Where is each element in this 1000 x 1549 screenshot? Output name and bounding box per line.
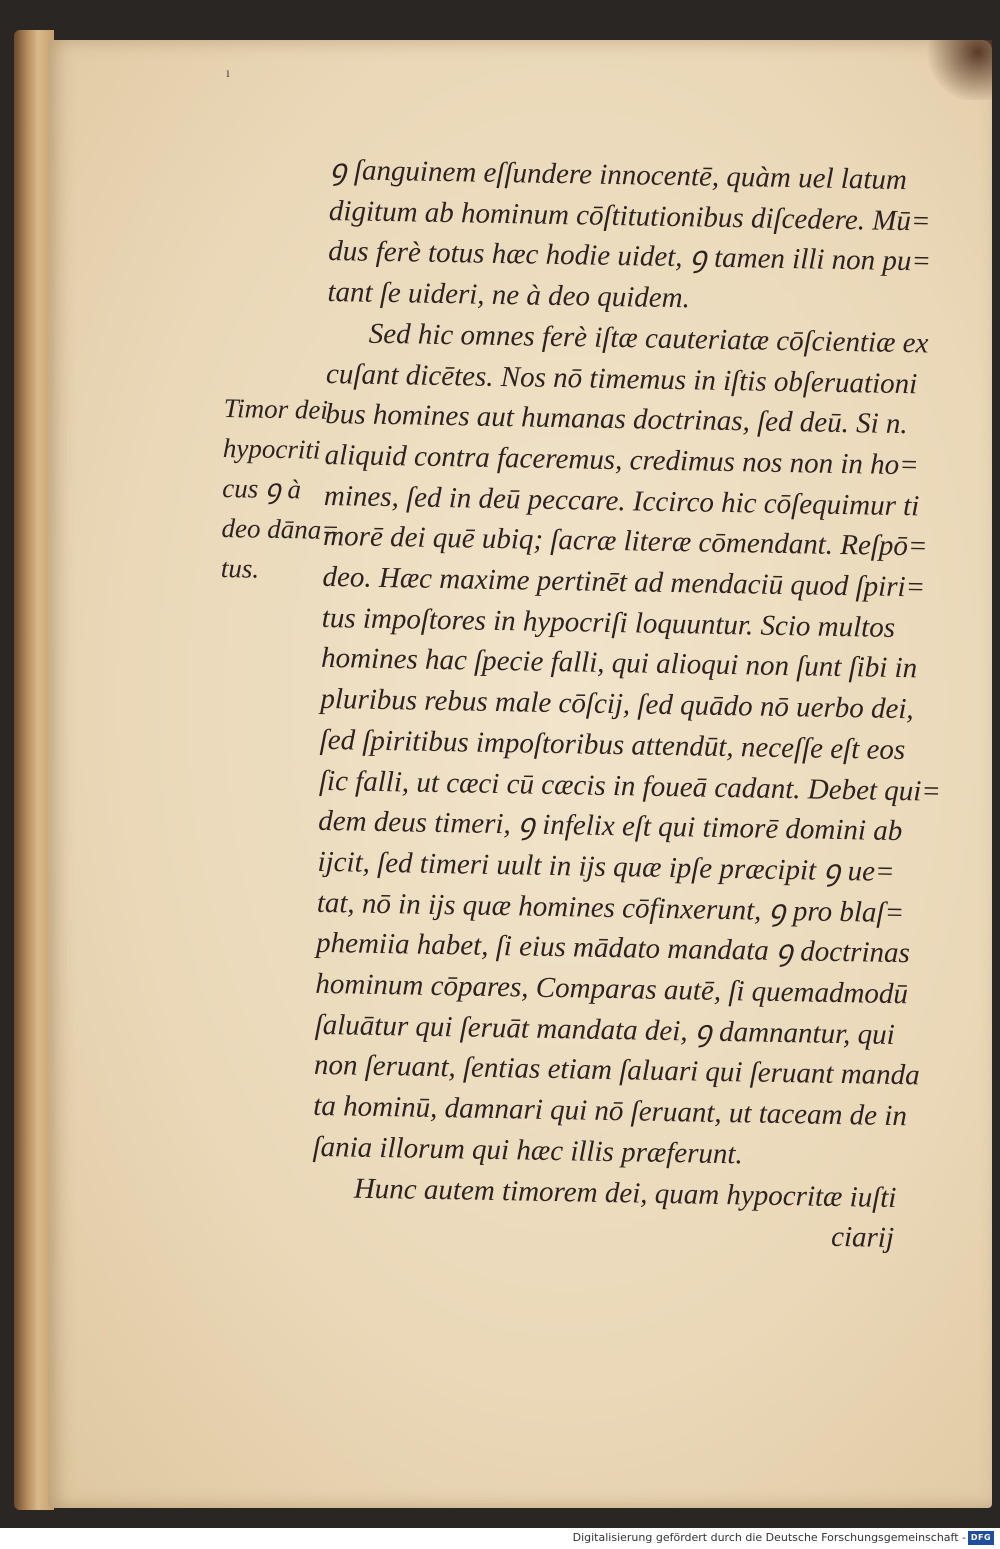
- margin-note-line: hypocriti: [222, 432, 321, 465]
- text-line: ſaluātur qui ſeruāt mandata dei, ꝯ damnantur, qui: [314, 1008, 896, 1051]
- text-line: deo. Hæc maxime pertinēt ad mendaciū quod ſpiri=: [322, 560, 926, 604]
- text-line: dus ferè totus hæc hodie uidet, ꝯ tamen illi non pu=: [327, 235, 932, 278]
- margin-note-line: deo dāna=: [221, 512, 340, 546]
- text-line: morē dei quē ubiq; ſacræ literæ cōmendant. Reſpō=: [322, 520, 928, 563]
- dfg-logo-icon: DFG: [968, 1531, 994, 1545]
- text-line: tat, nō in ijs quæ homines cōfinxerunt, ꝯ pro blaſ=: [316, 886, 905, 929]
- text-line: hominum cōpares, Comparas autē, ſi quemadmodū: [315, 967, 909, 1011]
- text-line: non ſeruant, ſentias etiam ſaluari qui ſeruant manda: [313, 1049, 920, 1092]
- footer-bar: [0, 1528, 1000, 1549]
- text-line: tant ſe uideri, ne à deo quidem.: [327, 276, 691, 315]
- text-line: Hunc autem timorem dei, quam hypocritæ iuſti: [353, 1172, 897, 1214]
- main-text: [311, 150, 970, 1260]
- text-line: homines hac ſpecie falli, qui alioqui non ſunt ſibi in: [320, 642, 918, 685]
- text-line: ta hominū, damnari qui nō ſeruant, ut taceam de in: [313, 1090, 908, 1133]
- text-line: ſic falli, ut cæci cū cæcis in foueā cadant. Debet qui=: [318, 764, 942, 808]
- text-line: aliquid contra faceremus, credimus nos non in ho=: [324, 438, 920, 482]
- text-line: dem deus timeri, ꝯ infelix eſt qui timorē domini ab: [318, 805, 903, 848]
- text-line: ſania illorum qui hæc illis præferunt.: [312, 1130, 744, 1171]
- text-line: Sed hic omnes ferè iſtæ cauteriatæ cōſcientiæ ex: [368, 317, 929, 360]
- page-mark: ı: [226, 66, 230, 81]
- text-line: phemiia habet, ſi eius mādato mandata ꝯ doctrinas: [315, 927, 911, 970]
- text-line: cuſant dicētes. Nos nō timemus in iſtis obſeruationi: [325, 357, 918, 400]
- text-line: ſed ſpiritibus impoſtoribus attendūt, neceſſe eſt eos: [319, 723, 906, 766]
- text-line: mines, ſed in deū peccare. Iccirco hic cōſequimur ti: [323, 479, 920, 522]
- margin-note-line: Timor dei: [223, 392, 329, 425]
- text-line: ꝯ ſanguinem eſſundere innocentē, quàm uel latum: [329, 153, 908, 197]
- page-stain: [922, 40, 992, 100]
- catchword: ciarij: [830, 1221, 895, 1255]
- margin-note-line: cus ꝯ à: [221, 472, 302, 505]
- margin-note: [221, 388, 354, 590]
- text-line: bus homines aut humanas doctrinas, ſed deū. Si n.: [325, 398, 908, 441]
- text-line: digitum ab hominum cōſtitutionibus diſcedere. Mū=: [328, 194, 931, 238]
- text-line: pluribus rebus male cōſcij, ſed quādo nō uerbo dei,: [320, 683, 914, 726]
- funding-credit: Digitalisierung gefördert durch die Deutsche Forschungsgemeinschaft -: [572, 1531, 966, 1544]
- margin-note-line: tus.: [220, 552, 260, 584]
- text-line: tus impoſtores in hypocriſi loquuntur. Scio multos: [321, 601, 896, 644]
- text-line: ijcit, ſed timeri uult in ijs quæ ipſe præcipit ꝯ ue=: [317, 845, 895, 888]
